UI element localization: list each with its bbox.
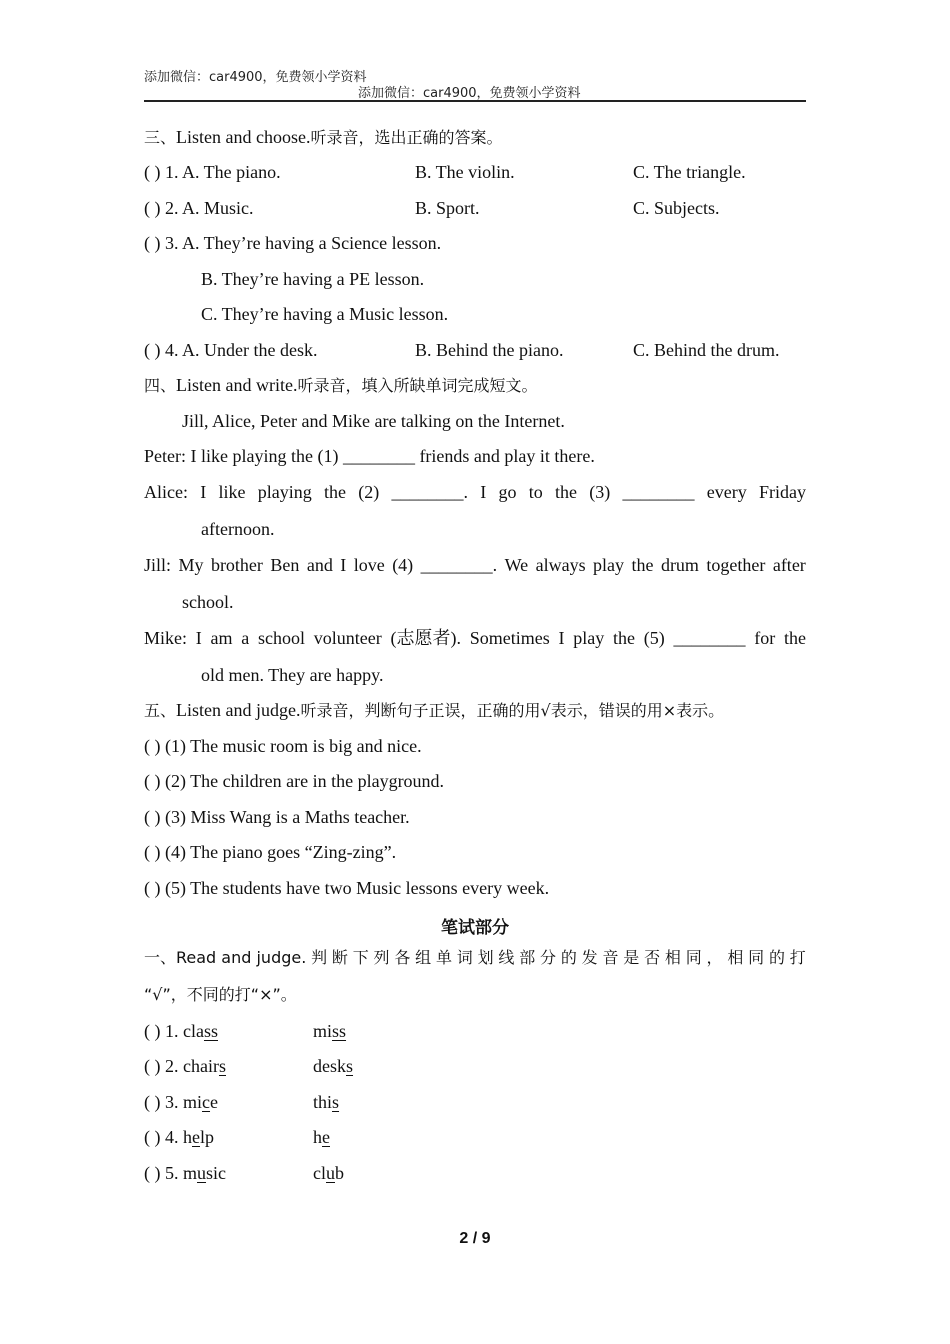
underlined-letters: u bbox=[326, 1163, 335, 1183]
pair-3-word-2 bbox=[313, 1091, 339, 1113]
word: Jill: bbox=[144, 555, 172, 575]
section-5-title-en: Listen and judge. bbox=[176, 700, 301, 720]
word: We bbox=[504, 555, 529, 575]
word: brother bbox=[210, 555, 263, 575]
section-5-title-cn: 听录音，判断句子正误，正确的用√表示，错误的用×表示。 bbox=[300, 701, 725, 720]
title-char: 否 bbox=[644, 948, 661, 967]
pair-prefix: ( ) 2. bbox=[144, 1056, 183, 1076]
pair-prefix: ( ) 1. bbox=[144, 1021, 183, 1041]
q1-option-b: B. The violin. bbox=[415, 162, 515, 182]
passage-jill bbox=[144, 554, 806, 576]
passage-intro: Jill, Alice, Peter and Mike are talking on the Internet. bbox=[182, 411, 565, 431]
word: play bbox=[593, 555, 625, 575]
word: volunteer bbox=[313, 628, 382, 648]
word: I bbox=[558, 628, 565, 648]
word-part: sic bbox=[206, 1163, 227, 1183]
passage-mike-cont: old men. They are happy. bbox=[201, 665, 384, 685]
word: like bbox=[218, 482, 246, 502]
word: (3) bbox=[589, 482, 611, 502]
title-char: 线 bbox=[498, 948, 515, 967]
section-4-title bbox=[144, 374, 538, 397]
word: playing bbox=[257, 482, 312, 502]
word-part: h bbox=[313, 1127, 322, 1147]
word: the bbox=[631, 555, 654, 575]
judge-item-1: ( ) (1) The music room is big and nice. bbox=[144, 736, 422, 756]
word-part: cl bbox=[313, 1163, 326, 1183]
title-char: 组 bbox=[415, 948, 432, 967]
word: go bbox=[498, 482, 517, 502]
title-char: 打 bbox=[789, 948, 806, 967]
word: I bbox=[340, 555, 347, 575]
word: drum bbox=[660, 555, 699, 575]
blank-3: ________ bbox=[622, 482, 695, 502]
underlined-letters: ss bbox=[332, 1021, 347, 1041]
section-3-title bbox=[144, 126, 503, 149]
header-watermark-1: 添加微信：car4900，免费领小学资料 bbox=[144, 70, 367, 85]
word-part: cla bbox=[183, 1021, 204, 1041]
word: I bbox=[480, 482, 487, 502]
pair-3-word-1 bbox=[144, 1091, 218, 1113]
pair-2-word-2 bbox=[313, 1055, 353, 1077]
blank-4: ________. bbox=[420, 555, 498, 575]
underlined-letters: s bbox=[218, 1056, 226, 1076]
q2-option-b: B. Sport. bbox=[415, 198, 480, 218]
q4-option-c: C. Behind the drum. bbox=[633, 340, 780, 360]
blank-5: ________ bbox=[673, 628, 746, 648]
judge-item-4: ( ) (4) The piano goes “Zing-zing”. bbox=[144, 842, 397, 862]
q3-option-b: B. They’re having a PE lesson. bbox=[201, 269, 425, 289]
underlined-letters: e bbox=[192, 1127, 200, 1147]
word-part: mi bbox=[313, 1021, 333, 1041]
word: every bbox=[706, 482, 747, 502]
underlined-letters: s bbox=[332, 1092, 340, 1112]
word-part: chair bbox=[183, 1056, 219, 1076]
title-char: 的 bbox=[560, 948, 577, 967]
q2-stem: ( ) 2. A. Music. bbox=[144, 198, 254, 218]
title-char: 各 bbox=[394, 948, 411, 967]
passage-mike bbox=[144, 627, 806, 649]
word: (志愿者). bbox=[390, 628, 461, 648]
word: Ben bbox=[270, 555, 300, 575]
pair-4-word-1 bbox=[144, 1126, 214, 1148]
word-part: lp bbox=[200, 1127, 215, 1147]
written-part-heading: 笔试部分 bbox=[441, 918, 509, 938]
q2-option-c: C. Subjects. bbox=[633, 198, 720, 218]
pair-prefix: ( ) 5. bbox=[144, 1163, 183, 1183]
passage-peter: Peter: I like playing the (1) ________ friends and play it there. bbox=[144, 446, 595, 466]
underlined-letters: u bbox=[197, 1163, 207, 1183]
word: to bbox=[528, 482, 543, 502]
title-char: 词 bbox=[456, 948, 473, 967]
word: the bbox=[555, 482, 577, 502]
section-3-title-cn: 听录音，选出正确的答案。 bbox=[310, 128, 503, 147]
page-number: 2 / 9 bbox=[459, 1230, 491, 1247]
word-part: desk bbox=[313, 1056, 346, 1076]
word: (5) bbox=[643, 628, 665, 648]
pair-4-word-2 bbox=[313, 1126, 330, 1148]
underlined-letters: ss bbox=[203, 1021, 218, 1041]
pair-5-word-2 bbox=[313, 1162, 344, 1184]
title-char: 判 bbox=[311, 948, 328, 967]
pair-prefix: ( ) 3. bbox=[144, 1092, 183, 1112]
word: love bbox=[353, 555, 385, 575]
word: I bbox=[195, 628, 202, 648]
judge-item-2: ( ) (2) The children are in the playground. bbox=[144, 771, 445, 791]
word: always bbox=[535, 555, 586, 575]
word: I bbox=[200, 482, 207, 502]
word-part: b bbox=[335, 1163, 344, 1183]
word: Sometimes bbox=[469, 628, 550, 648]
word: after bbox=[772, 555, 806, 575]
pair-2-word-1 bbox=[144, 1055, 226, 1077]
word-part: thi bbox=[313, 1092, 333, 1112]
q3-stem: ( ) 3. A. They’re having a Science lesson. bbox=[144, 233, 442, 253]
word: the bbox=[612, 628, 635, 648]
word: and bbox=[306, 555, 333, 575]
section-3-number: 三、 bbox=[144, 128, 177, 147]
title-char: ， bbox=[706, 948, 723, 967]
title-char: 的 bbox=[768, 948, 785, 967]
title-char: 同 bbox=[685, 948, 702, 967]
written-section-1-title-cont: “√”，不同的打“×”。 bbox=[144, 985, 297, 1004]
section-4-number: 四、 bbox=[144, 376, 177, 395]
word: a bbox=[241, 628, 250, 648]
q4-option-b: B. Behind the piano. bbox=[415, 340, 564, 360]
q1-option-c: C. The triangle. bbox=[633, 162, 746, 182]
section-4-title-en: Listen and write. bbox=[176, 375, 298, 395]
written-section-1-title bbox=[144, 947, 806, 969]
word-part: h bbox=[183, 1127, 192, 1147]
title-char: 划 bbox=[477, 948, 494, 967]
title-char: 分 bbox=[540, 948, 557, 967]
passage-jill-cont: school. bbox=[182, 592, 234, 612]
underlined-letters: e bbox=[322, 1127, 330, 1147]
word: the bbox=[323, 482, 346, 502]
word: Friday bbox=[758, 482, 806, 502]
word: My bbox=[178, 555, 204, 575]
word: Mike: bbox=[144, 628, 187, 648]
word-part: mi bbox=[183, 1092, 203, 1112]
word-part: m bbox=[183, 1163, 198, 1183]
word: for bbox=[754, 628, 776, 648]
pair-5-word-1 bbox=[144, 1162, 226, 1184]
title-segment: 一、Read and judge. bbox=[144, 948, 307, 967]
title-char: 下 bbox=[352, 948, 369, 967]
title-char: 断 bbox=[331, 948, 348, 967]
title-char: 列 bbox=[373, 948, 390, 967]
pair-prefix: ( ) 4. bbox=[144, 1127, 183, 1147]
underlined-letters: c bbox=[202, 1092, 211, 1112]
blank-2: ________. bbox=[391, 482, 468, 502]
word: play bbox=[573, 628, 605, 648]
pair-1-word-1 bbox=[144, 1020, 218, 1042]
title-char: 同 bbox=[748, 948, 765, 967]
word-part: e bbox=[210, 1092, 219, 1112]
header-divider bbox=[144, 100, 806, 102]
word: Alice: bbox=[144, 482, 188, 502]
word: together bbox=[706, 555, 766, 575]
word: am bbox=[210, 628, 233, 648]
word: (2) bbox=[358, 482, 380, 502]
section-5-number: 五、 bbox=[144, 701, 177, 720]
judge-item-5: ( ) (5) The students have two Music lessons every week. bbox=[144, 878, 550, 898]
title-char: 相 bbox=[727, 948, 744, 967]
passage-alice-cont: afternoon. bbox=[201, 519, 275, 539]
q1-stem: ( ) 1. A. The piano. bbox=[144, 162, 281, 182]
underlined-letters: s bbox=[346, 1056, 354, 1076]
word: (4) bbox=[392, 555, 414, 575]
word: the bbox=[783, 628, 806, 648]
title-char: 是 bbox=[623, 948, 640, 967]
section-4-title-cn: 听录音，填入所缺单词完成短文。 bbox=[297, 376, 538, 395]
judge-item-3: ( ) (3) Miss Wang is a Maths teacher. bbox=[144, 807, 410, 827]
pair-1-word-2 bbox=[313, 1020, 346, 1042]
section-5-title bbox=[144, 699, 724, 722]
q4-stem: ( ) 4. A. Under the desk. bbox=[144, 340, 318, 360]
title-char: 相 bbox=[664, 948, 681, 967]
q3-option-c: C. They’re having a Music lesson. bbox=[201, 304, 449, 324]
passage-alice bbox=[144, 481, 806, 503]
title-char: 音 bbox=[602, 948, 619, 967]
title-char: 部 bbox=[519, 948, 536, 967]
header-watermark-2: 添加微信：car4900，免费领小学资料 bbox=[358, 86, 581, 101]
title-char: 单 bbox=[435, 948, 452, 967]
word: school bbox=[258, 628, 305, 648]
title-char: 发 bbox=[581, 948, 598, 967]
section-3-title-en: Listen and choose. bbox=[176, 127, 311, 147]
